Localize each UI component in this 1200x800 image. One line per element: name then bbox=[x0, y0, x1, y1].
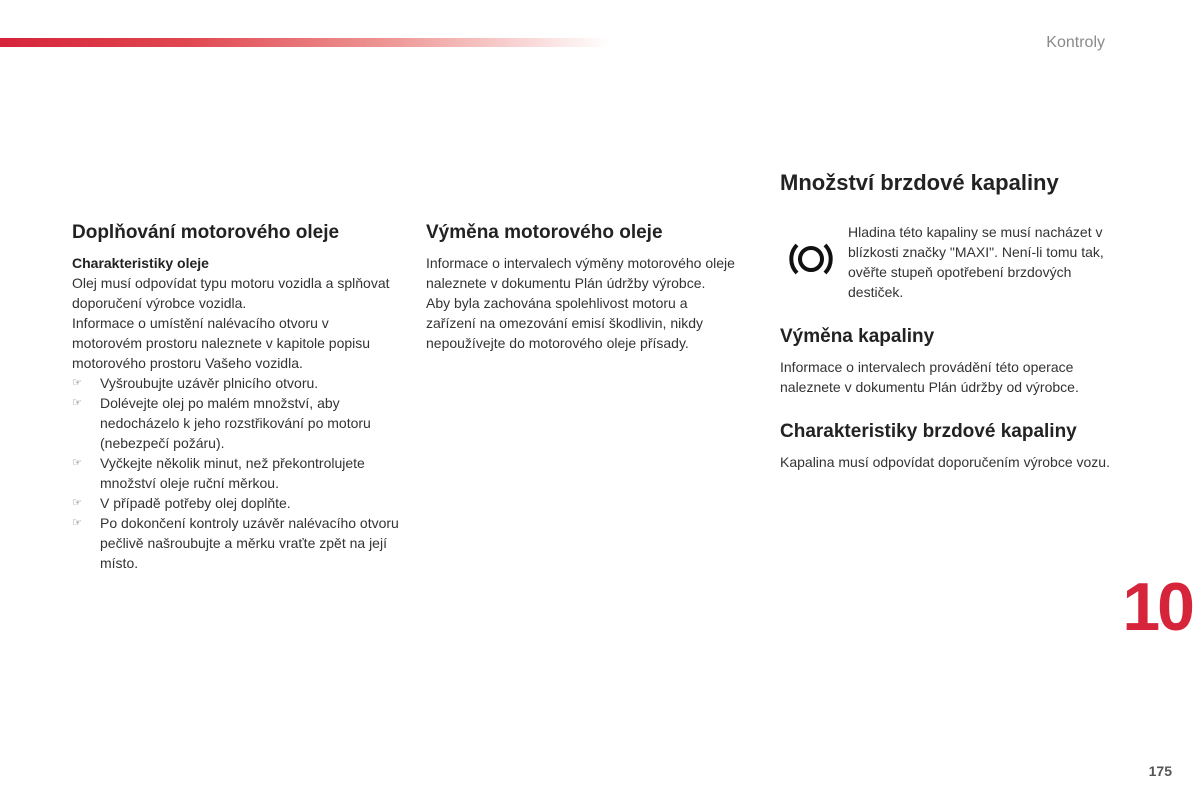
subheading-oil-characteristics: Charakteristiky oleje bbox=[72, 255, 209, 271]
heading-brake-fluid-level: Množství brzdové kapaliny bbox=[780, 170, 1059, 195]
pointing-hand-icon: ☞ bbox=[72, 377, 82, 389]
list-item: ☞ Vyčkejte několik minut, než překontrolujete množství oleje ruční měrkou. bbox=[72, 455, 365, 491]
paragraph: Kapalina musí odpovídat doporučením výrobce vozu. bbox=[780, 454, 1110, 470]
heading-brake-fluid-characteristics: Charakteristiky brzdové kapaliny bbox=[780, 421, 1077, 442]
pointing-hand-icon: ☞ bbox=[72, 497, 82, 509]
column-brake-fluid bbox=[780, 170, 1120, 472]
list-item: ☞ Vyšroubujte uzávěr plnicího otvoru. bbox=[72, 375, 319, 391]
instruction-list bbox=[72, 373, 402, 573]
brake-fluid-level-text: Hladina této kapaliny se musí nacházet v blízkosti značky "MAXI". Není-li tomu tak, ověřte stupeň opotřebení brzdových destiček. bbox=[848, 224, 1104, 300]
list-item: ☞ V případě potřeby olej doplňte. bbox=[72, 495, 291, 511]
section-label: Kontroly bbox=[1046, 34, 1105, 51]
brake-fluid-note bbox=[780, 222, 1120, 302]
paragraph: Olej musí odpovídat typu motoru vozidla a splňovat doporučení výrobce vozidla. bbox=[72, 275, 390, 311]
brake-warning-icon bbox=[780, 234, 842, 284]
page-number: 175 bbox=[1148, 763, 1172, 779]
paragraph: Informace o intervalech výměny motorového oleje naleznete v dokumentu Plán údržby výrobce. bbox=[426, 255, 735, 291]
chapter-number: 10 bbox=[1122, 569, 1192, 645]
paragraph: Aby byla zachována spolehlivost motoru a zařízení na omezování emisí škodlivin, nikdy nepoužívejte do motorového oleje přísady. bbox=[426, 295, 704, 351]
header-accent-bar bbox=[0, 38, 610, 47]
column-oil-change bbox=[426, 222, 741, 353]
list-item: ☞ Po dokončení kontroly uzávěr nalévacího otvoru pečlivě našroubujte a měrku vraťte zpět na její místo. bbox=[72, 515, 399, 571]
heading-oil-topup: Doplňování motorového oleje bbox=[72, 222, 340, 243]
pointing-hand-icon: ☞ bbox=[72, 397, 82, 409]
paragraph: Informace o intervalech provádění této operace naleznete v dokumentu Plán údržby od výrobce. bbox=[780, 359, 1079, 395]
pointing-hand-icon: ☞ bbox=[72, 517, 82, 529]
pointing-hand-icon: ☞ bbox=[72, 457, 82, 469]
heading-fluid-change: Výměna kapaliny bbox=[780, 326, 935, 347]
paragraph: Informace o umístění nalévacího otvoru v motorovém prostoru naleznete v kapitole popisu motorového prostoru Vašeho vozidla. bbox=[72, 315, 371, 371]
heading-oil-change: Výměna motorového oleje bbox=[426, 222, 663, 243]
list-item: ☞ Dolévejte olej po malém množství, aby nedocházelo k jeho rozstřikování po motoru (nebezpečí požáru). bbox=[72, 395, 371, 451]
column-engine-oil-topup bbox=[72, 222, 402, 573]
